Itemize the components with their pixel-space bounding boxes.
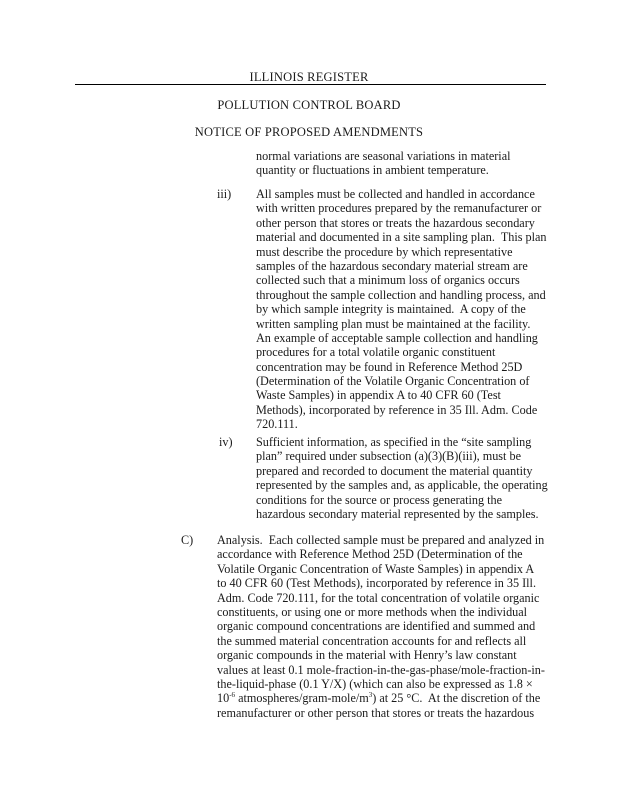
text-line: Sufficient information, as specified in the “site sampling [256, 435, 532, 449]
text-line: quantity or fluctuations in ambient temperature. [256, 163, 489, 178]
text-line: the-liquid-phase (0.1 Y/X) (which can also be expressed as 1.8 × [217, 676, 533, 691]
item-c-paragraph [217, 533, 545, 720]
text-line: plan” required under subsection (a)(3)(B)(iii), must be [256, 449, 521, 464]
text-line: throughout the sample collection and handling process, and [256, 287, 546, 302]
text-line: hazardous secondary material represented by the samples. [256, 506, 539, 521]
text-line: organic compounds in the material with Henry’s law constant [217, 648, 517, 663]
exp-power: -6 [229, 691, 236, 700]
text-line: the summed material concentration accounts for and reflects all [217, 633, 527, 648]
text-line-with-exponents [217, 691, 545, 705]
text-line: to 40 CFR 60 (Test Methods), incorporated by reference in 35 Ill. [217, 576, 536, 591]
text-line: Volatile Organic Concentration of Waste Samples) in appendix A [217, 561, 535, 576]
exp-base: 10 [217, 691, 230, 706]
text-line: normal variations are seasonal variations in material [256, 149, 511, 163]
text-line: Analysis. Each collected sample must be prepared and analyzed in [217, 533, 545, 547]
item-c-label: C) [181, 533, 194, 547]
text-line: prepared and recorded to document the material quantity [256, 463, 533, 478]
text-line: with written procedures prepared by the remanufacturer or [256, 201, 542, 216]
text-line: Waste Samples) in appendix A to 40 CFR 60 (Test [256, 388, 501, 403]
unit-power: 3 [368, 691, 373, 700]
text-line: values at least 0.1 mole-fraction-in-the-gas-phase/mole-fraction-in- [217, 662, 545, 677]
exp-mid: atmospheres/gram-mole/m [235, 691, 369, 706]
text-line: Adm. Code 720.111, for the total concentration of volatile organic [217, 590, 540, 605]
text-line: written sampling plan must be maintained at the facility. [256, 316, 531, 331]
continuation-paragraph [256, 149, 511, 178]
text-line: Methods), incorporated by reference in 35 Ill. Adm. Code [256, 402, 538, 417]
exp-tail: ) at 25 °C. At the discretion of the [372, 691, 541, 706]
text-line: (Determination of the Volatile Organic Concentration of [256, 374, 530, 389]
text-line: procedures for a total volatile organic constituent [256, 345, 496, 360]
text-line: constituents, or using one or more methods when the individual [217, 604, 528, 619]
text-line: must describe the procedure by which representative [256, 244, 513, 259]
register-title: ILLINOIS REGISTER [249, 70, 369, 84]
notice-title: NOTICE OF PROPOSED AMENDMENTS [194, 125, 424, 139]
text-line: remanufacturer or other person that stores or treats the hazardous [217, 705, 535, 720]
text-line: An example of acceptable sample collection and handling [256, 330, 538, 345]
text-line: samples of the hazardous secondary material stream are [256, 258, 528, 273]
text-line: accordance with Reference Method 25D (Determination of the [217, 547, 523, 562]
text-line: All samples must be collected and handled in accordance [256, 187, 535, 201]
item-iv-label: iv) [219, 435, 233, 449]
text-line: other person that stores or treats the hazardous secondary [256, 215, 535, 230]
text-line: represented by the samples and, as applicable, the operating [256, 478, 548, 493]
item-iii-paragraph [256, 187, 547, 432]
item-iv-paragraph [256, 435, 548, 521]
text-line: material and documented in a site sampling plan. This plan [256, 230, 547, 245]
text-line: organic compound concentrations are identified and summed and [217, 619, 536, 634]
text-line: 720.111. [256, 417, 298, 432]
board-title: POLLUTION CONTROL BOARD [217, 98, 401, 112]
text-line: concentration may be found in Reference Method 25D [256, 359, 523, 374]
item-iii-label: iii) [217, 187, 232, 201]
text-line: collected such that a minimum loss of organics occurs [256, 273, 520, 288]
text-line: by which sample integrity is maintained. A copy of the [256, 302, 526, 317]
text-line: conditions for the source or process generating the [256, 492, 503, 507]
